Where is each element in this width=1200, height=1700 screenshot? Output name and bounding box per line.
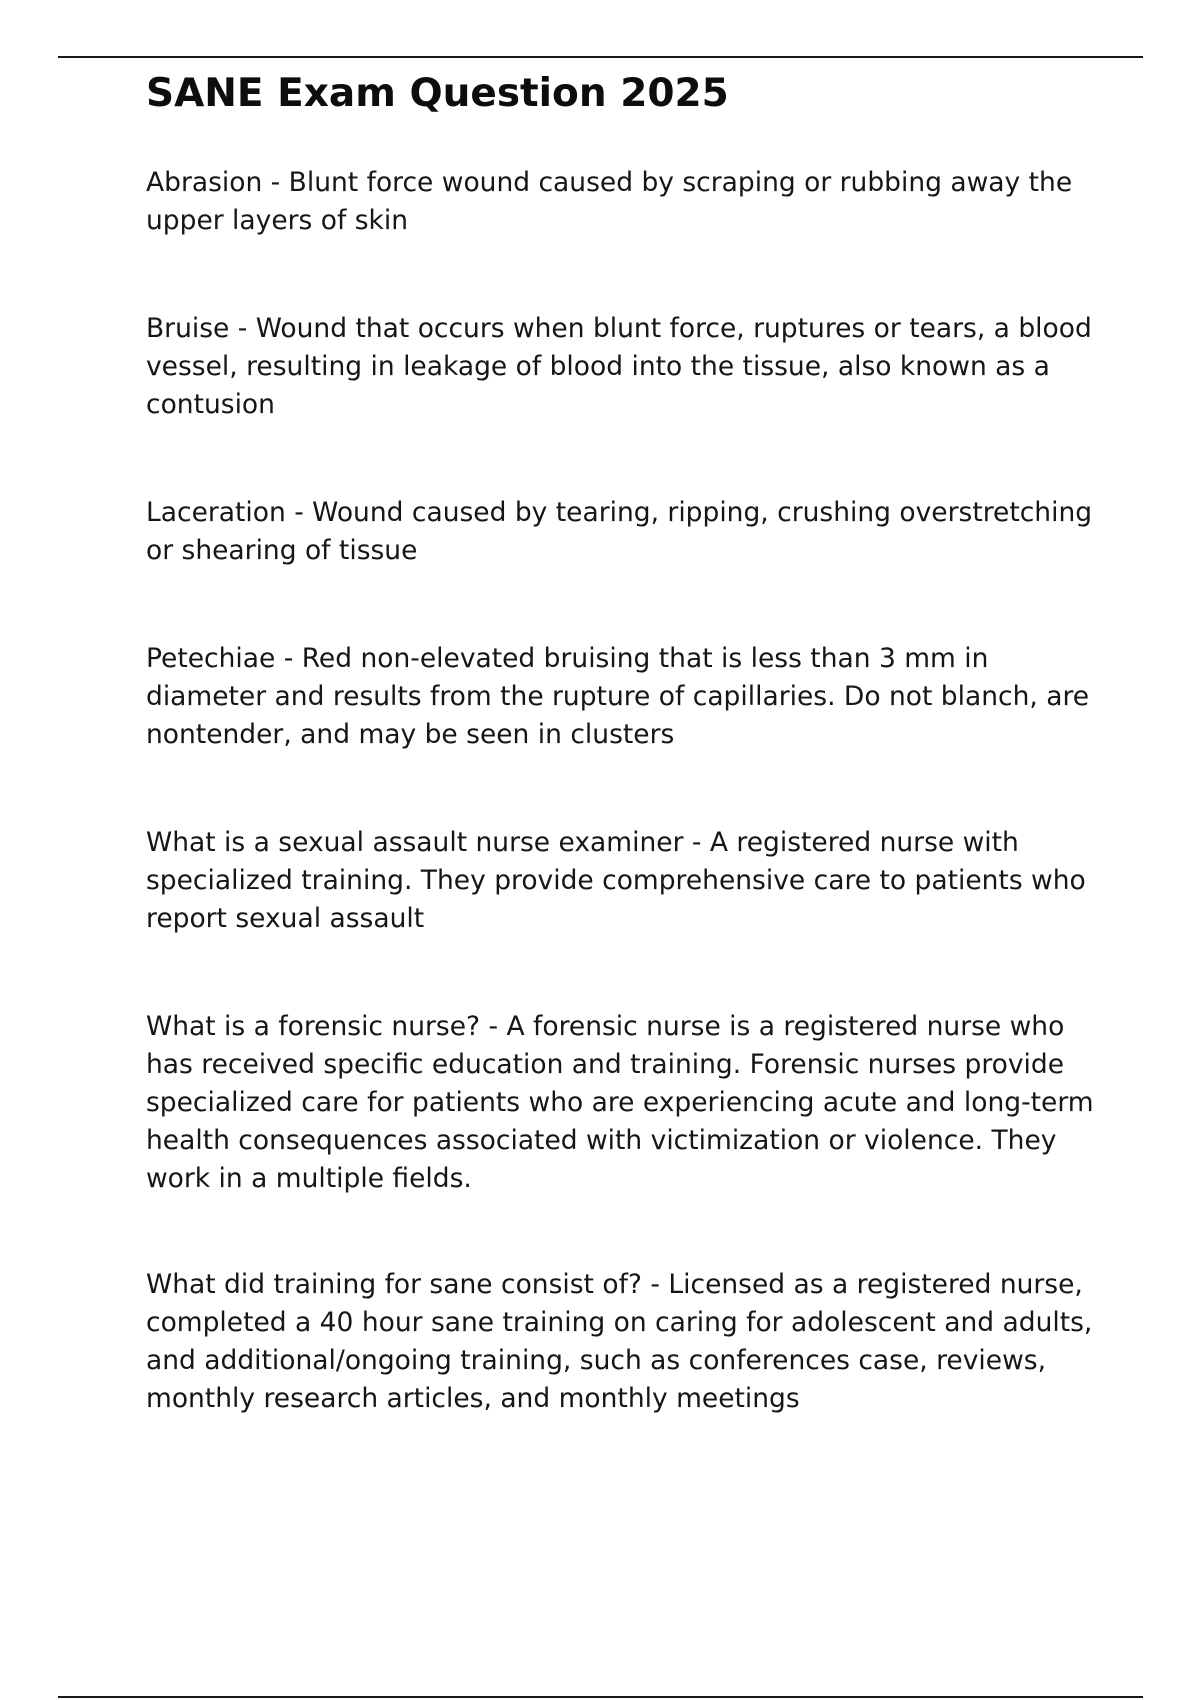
entry-abrasion: Abrasion - Blunt force wound caused by scraping or rubbing away the upper layers of skin (146, 167, 1073, 236)
top-rule (58, 56, 1143, 58)
entry-sexual-assault-nurse-examiner: What is a sexual assault nurse examiner - A registered nurse with specialized training. They provide comprehensive care to patients who report sexual assault (146, 827, 1086, 934)
document-page (146, 66, 1096, 1414)
entry-laceration: Laceration - Wound caused by tearing, ripping, crushing overstretching or shearing of tissue (146, 497, 1093, 566)
entry-sane-training: What did training for sane consist of? - Licensed as a registered nurse, completed a 40 hour sane training on caring for adolescent and adults, and additional/ongoing training, such as conferences case, reviews, monthly research articles, and monthly meetings (146, 1269, 1093, 1414)
document-title: SANE Exam Question 2025 (146, 71, 729, 116)
bottom-rule (58, 1696, 1143, 1698)
entry-petechiae: Petechiae - Red non-elevated bruising that is less than 3 mm in diameter and results from the rupture of capillaries. Do not blanch, are nontender, and may be seen in clusters (146, 643, 1090, 750)
entry-bruise: Bruise - Wound that occurs when blunt force, ruptures or tears, a blood vessel, resulting in leakage of blood into the tissue, also known as a contusion (146, 313, 1092, 420)
entry-forensic-nurse: What is a forensic nurse? - A forensic nurse is a registered nurse who has received specific education and training. Forensic nurses provide specialized care for patients who are experiencing acute and long-term health consequences associated with victimization or violence. They work in a multiple fields. (146, 1011, 1094, 1194)
